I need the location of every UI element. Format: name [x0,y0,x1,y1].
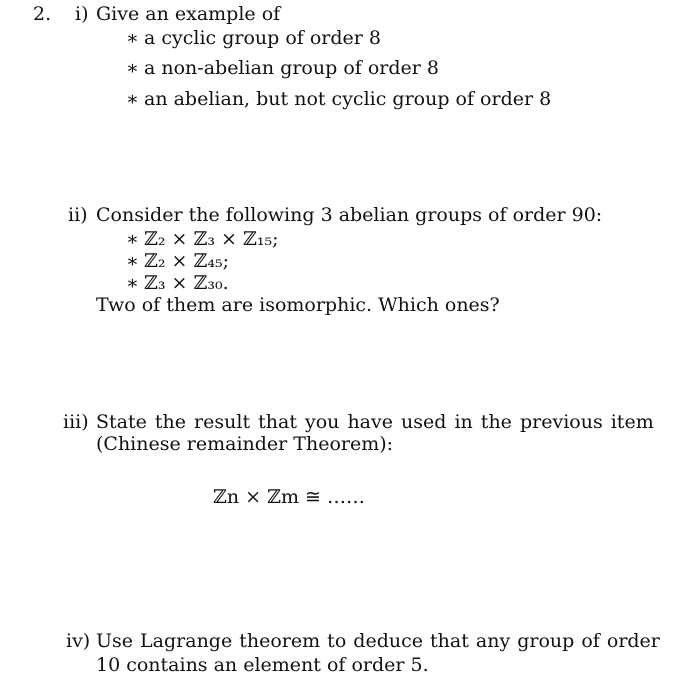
item-i-bullet-3-text: an abelian, but not cyclic group of order 8 [144,88,552,110]
item-ii-label: ii) [68,204,88,226]
bullet-star: ∗ [126,228,139,250]
item-iv-text-line2: 10 contains an element of order 5. [96,654,429,676]
item-iii-text-line1: State the result that you have used in the previous item [96,411,654,433]
item-ii-followup: Two of them are isomorphic. Which ones? [96,294,500,316]
item-i-bullet-3 [126,90,551,109]
item-iii-label: iii) [63,411,89,433]
item-i-bullet-1 [126,29,381,48]
item-ii-group-2 [126,252,229,271]
item-ii-group-1 [126,230,278,249]
bullet-star: ∗ [126,27,139,49]
item-i-text: Give an example of [96,3,281,25]
item-iv-text-line1: Use Lagrange theorem to deduce that any group of order [96,630,660,652]
crt-formula: ℤn × ℤm ≅ …… [213,486,365,508]
item-ii-group-3 [126,274,229,293]
bullet-star: ∗ [126,88,139,110]
problem-number: 2. [33,3,52,25]
group-expression-3: ℤ₃ × ℤ₃₀. [144,272,229,294]
bullet-star: ∗ [126,250,139,272]
bullet-star: ∗ [126,272,139,294]
group-expression-1: ℤ₂ × ℤ₃ × ℤ₁₅; [144,228,279,250]
item-iv-label: iv) [66,630,91,652]
item-ii-text: Consider the following 3 abelian groups of order 90: [96,204,603,226]
item-i-label: i) [75,3,89,25]
item-i-bullet-2-text: a non-abelian group of order 8 [144,57,439,79]
item-i-bullet-2 [126,59,439,78]
item-i-bullet-1-text: a cyclic group of order 8 [144,27,381,49]
group-expression-2: ℤ₂ × ℤ₄₅; [144,250,229,272]
bullet-star: ∗ [126,57,139,79]
item-iii-text-line2: (Chinese remainder Theorem): [96,433,394,455]
